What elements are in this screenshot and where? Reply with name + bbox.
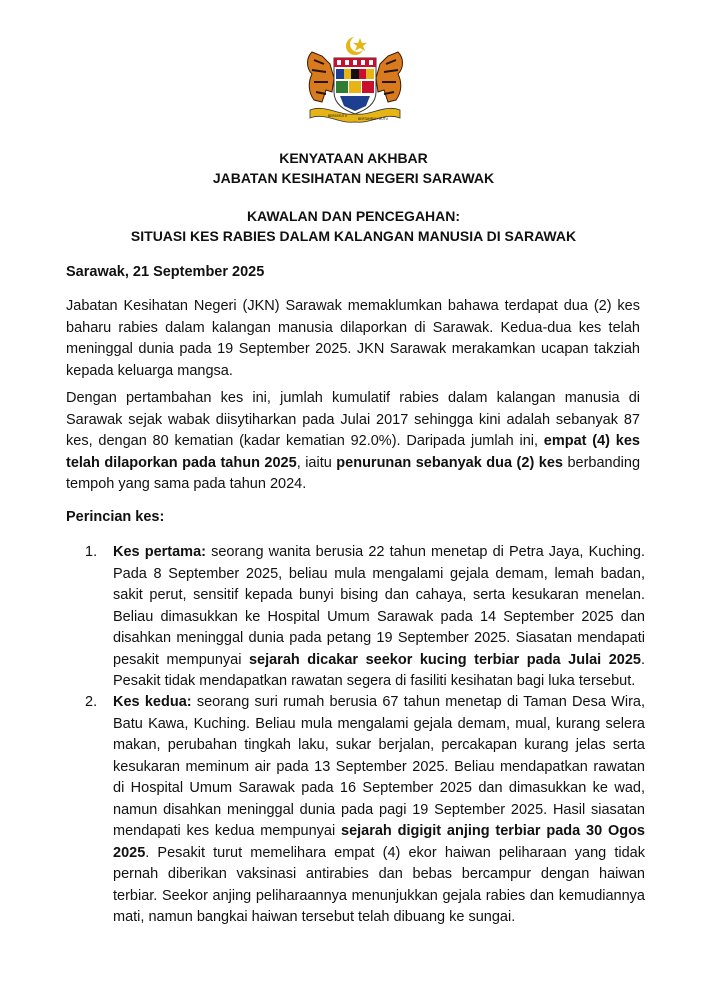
press-release-label: KENYATAAN AKHBAR (279, 150, 428, 166)
case-bold-history: sejarah dicakar seekor kucing terbiar pada Julai 2025 (248, 651, 641, 668)
case-number: 1. (85, 544, 98, 560)
svg-text:BERTAMBAH MUTU: BERTAMBAH MUTU (358, 117, 388, 121)
release-date: Sarawak, 21 September 2025 (66, 264, 265, 280)
svg-text:BERSEKUTU: BERSEKUTU (328, 114, 348, 118)
bold-cases-2025: empat (4) kes telah dilaporkan pada tahun 2025 (66, 433, 640, 471)
bold-decrease: penurunan sebanyak dua (2) kes (336, 454, 563, 471)
subject-line-1: KAWALAN DAN PENCEGAHAN: (246, 208, 461, 224)
malaysia-coat-of-arms-logo (296, 34, 414, 126)
case-title: Kes kedua: (113, 694, 192, 710)
subject-line-2: SITUASI KES RABIES DALAM KALANGAN MANUSIA DI SARAWAK (130, 228, 577, 244)
department-name: JABATAN KESIHATAN NEGERI SARAWAK (212, 170, 495, 186)
case-bold-history: sejarah digigit anjing terbiar pada 30 Ogos 2025 (113, 823, 645, 861)
paragraph-cumulative: Dengan pertambahan kes ini, jumlah kumulatif rabies dalam kalangan manusia di Sarawak sejak wabak diisytiharkan pada Julai 2017 sehingga kini adalah sebanyak 87 kes, dengan 80 kematian (kadar kematian 92.0%). Daripada jumlah ini, empat (4) kes telah dilaporkan pada tahun 2025, iaitu penurunan sebanyak dua (2) kes berbanding tempoh yang sama pada tahun 2024. (66, 390, 641, 492)
paragraph-intro: Jabatan Kesihatan Negeri (JKN) Sarawak memaklumkan bahawa terdapat dua (2) kes baharu rabies dalam kalangan manusia dilaporkan di Sarawak. Kedua-dua kes telah meninggal dunia pada 19 September 2025. JKN Sarawak merakamkan ucapan takziah kepada keluarga mangsa. (66, 298, 640, 379)
case-item-1: 1. Kes pertama: seorang wanita berusia 22 tahun menetap di Petra Jaya, Kuching. Pada 8 September 2025, beliau mula mengalami gejala demam, lemah badan, sakit perut, sensitif kepada bunyi bising dan cahaya, serta kesukaran menelan. Beliau dimasukkan ke Hospital Umum Sarawak pada 14 September 2025 dan disahkan meninggal dunia pada petang 19 September 2025. Siasatan mendapati pesakit mempunyai sejarah dicakar seekor kucing terbiar pada Julai 2025. Pesakit tidak mendapatkan rawatan segera di fasiliti kesihatan bagi luka tersebut. (85, 544, 646, 689)
case-number: 2. (85, 694, 98, 710)
details-heading: Perincian kes: (66, 509, 165, 525)
case-title: Kes pertama: (113, 544, 206, 560)
case-item-2: 2. Kes kedua: seorang suri rumah berusia 67 tahun menetap di Taman Desa Wira, Batu Kawa, Kuching. Beliau mula mengalami gejala demam, mual, kurang selera makan, perubahan tingkah laku, sukar berjalan, percakapan kurang jelas serta kesukaran meminum air pada 13 September 2025. Beliau mendapatkan rawatan di Hospital Umum Sarawak pada 16 September 2025 dan dimasukkan ke wad, namun disahkan meninggal dunia pada pagi 19 September 2025. Hasil siasatan mendapati kes kedua mempunyai sejarah digigit anjing terbiar pada 30 Ogos 2025. Pesakit turut memelihara empat (4) ekor haiwan peliharaan yang tidak pernah diberikan vaksinasi antirabies dan bebas bercampur dengan haiwan terbiar. Seekor anjing peliharaannya menunjukkan gejala rabies dan kemudiannya mati, namun bangkai haiwan tersebut telah dibuang ke sungai. (85, 694, 645, 925)
